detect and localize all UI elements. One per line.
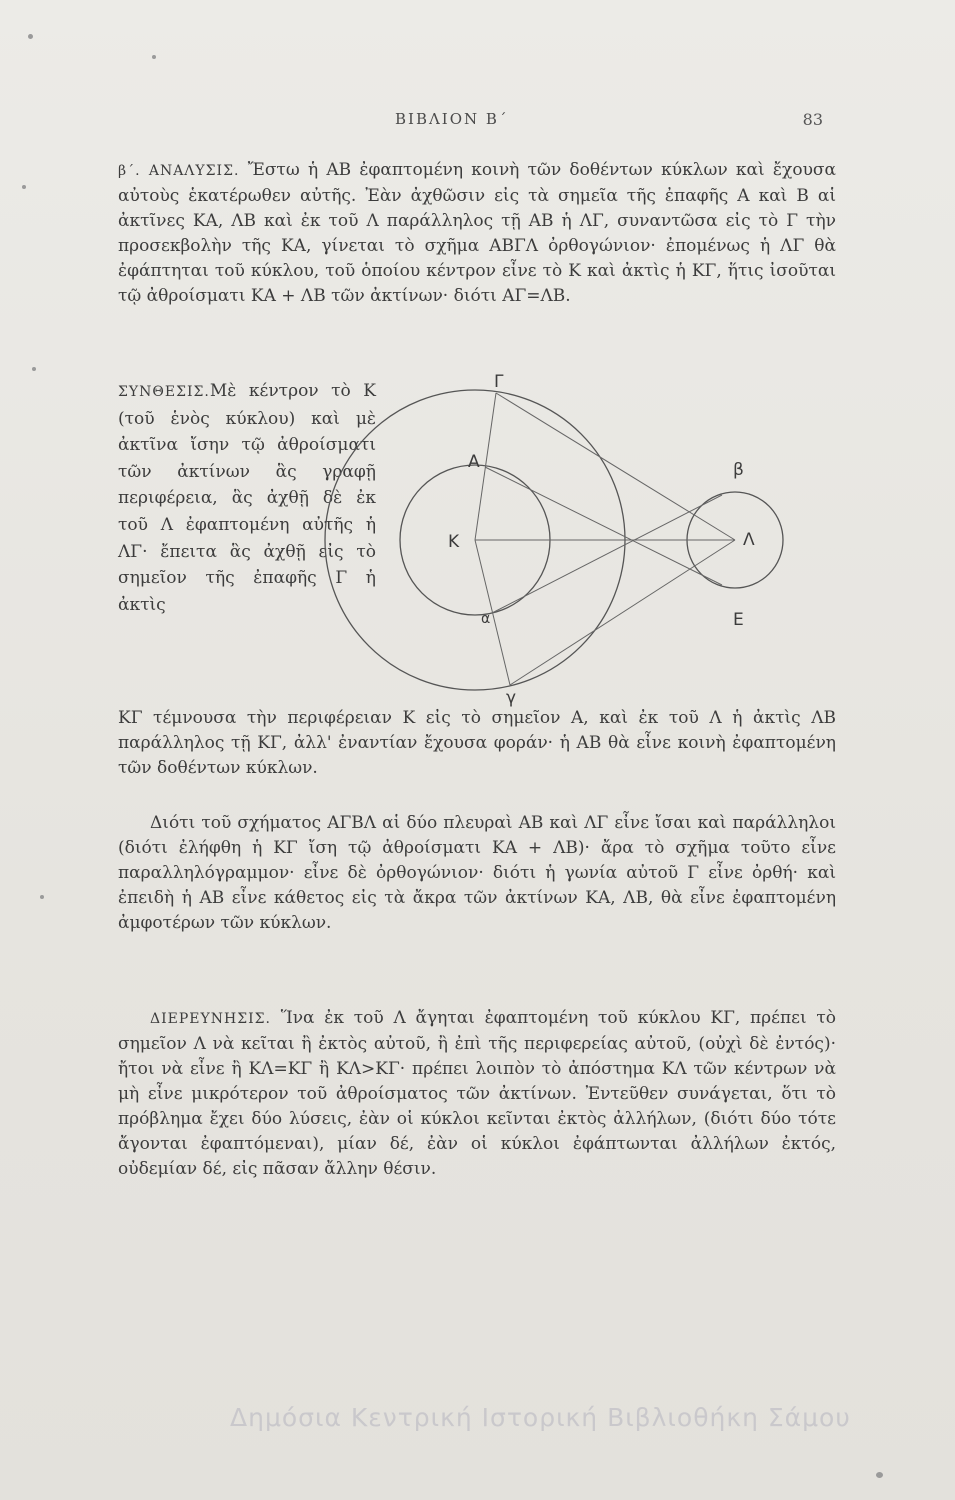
tangent-a-b (485, 467, 722, 585)
synthesis-continuation-text: ΚΓ τέμνουσα τὴν περιφέρειαν Κ εἰς τὸ σημεῖον Α, καὶ ἐκ τοῦ Λ ἡ ἀκτὶς ΛΒ παράλληλος τῇ ΚΓ, ἀλλ' ἐναντίαν ἔχουσα φοράν· ἡ ΑΒ θὰ εἶνε κοινὴ ἐφαπτομένη τῶν δοθέντων κύκλων. (118, 708, 836, 778)
page-header (0, 110, 955, 140)
synthesis-intro (118, 378, 376, 618)
label-lambda: Λ (743, 530, 755, 550)
paper-speck (152, 55, 156, 59)
page-number: 83 (802, 110, 823, 129)
synthesis-continuation (118, 706, 836, 781)
paper-speck (22, 185, 26, 189)
proof-paragraph (118, 811, 836, 936)
discussion-paragraph (118, 1006, 836, 1182)
label-gamma: Γ (494, 372, 504, 392)
analysis-paragraph (118, 158, 836, 309)
library-watermark: Δημόσια Κεντρική Ιστορική Βιβλιοθήκη Σάμου (230, 1403, 851, 1432)
label-kappa: Κ (448, 532, 460, 552)
proof-text: Διότι τοῦ σχήματος ΑΓΒΛ αἱ δύο πλευραὶ ΑΒ καὶ ΛΓ εἶνε ἴσαι καὶ παράλληλοι (διότι ἐλήφθη ἡ ΚΓ ἴση τῷ ἀθροίσματι ΚΑ + ΛΒ)· ἄρα τὸ σχῆμα τοῦτο εἶνε παραλληλόγραμμον· εἶνε δὲ ὀρθογώνιον· διότι ἡ γωνία αὐτοῦ Γ εἶνε ὀρθή· καὶ ἐπειδὴ ἡ ΑΒ εἶνε κάθετος εἰς τὰ ἄκρα τῶν ἀκτίνων ΚΑ, ΛΒ, θὰ εἶνε ἐφαπτομένη ἀμφοτέρων τῶν κύκλων. (118, 813, 836, 933)
line-gamma-lower-lambda (510, 540, 735, 685)
label-alpha-upper: Α (468, 452, 480, 472)
paper-speck (32, 367, 36, 371)
geometry-diagram (350, 372, 790, 708)
line-gamma-lambda (496, 393, 735, 540)
synthesis-label: ΣΥΝΘΕΣΙΣ. (118, 384, 210, 400)
discussion-label: ΔΙΕΡΕΥΝΗΣΙΣ. (150, 1011, 271, 1027)
tangent-alpha-b (492, 495, 722, 613)
running-head: ΒΙΒΛΙΟΝ Β΄ (395, 110, 509, 128)
analysis-label: β΄. ΑΝΑΛΥΣΙΣ. (118, 163, 240, 179)
discussion-text: Ἵνα ἐκ τοῦ Λ ἄγηται ἐφαπτομένη τοῦ κύκλου ΚΓ, πρέπει τὸ σημεῖον Λ νὰ κεῖται ἢ ἐκτὸς αὐτοῦ, ἢ ἐπὶ τῆς περιφερείας αὐτοῦ, (οὐχὶ δὲ ἐντός)· ἤτοι νὰ εἶνε ἢ ΚΛ=ΚΓ ἢ ΚΛ>ΚΓ· πρέπει λοιπὸν τὸ ἀπόστημα ΚΛ τῶν κέντρων νὰ μὴ εἶνε μικρότερον τοῦ ἀθροίσματος τῶν ἀκτίνων. Ἐντεῦθεν συνάγεται, ὅτι τὸ πρόβλημα ἔχει δύο λύσεις, ἐὰν οἱ κύκλοι κεῖνται ἐκτὸς ἀλλήλων, (διότι δύο τότε ἄγονται ἐφαπτόμεναι), μίαν δέ, ἐὰν οἱ κύκλοι ἐφάπτωνται ἀλλήλων ἐκτός, οὐδεμίαν δέ, εἰς πᾶσαν ἄλλην θέσιν. (118, 1008, 836, 1179)
paper-speck (28, 34, 33, 39)
label-epsilon: Ε (733, 610, 744, 630)
synthesis-intro-text: Μὲ κέντρον τὸ Κ (τοῦ ἑνὸς κύκλου) καὶ μὲ ἀκτῖνα ἴσην τῷ ἀθροίσματι τῶν ἀκτίνων ἃς γραφῇ περιφέρεια, ἃς ἀχθῇ δὲ ἐκ τοῦ Λ ἐφαπτομένη αὐτῆς ἡ ΛΓ· ἔπειτα ἃς ἀχθῇ εἰς τὸ σημεῖον τῆς ἐπαφῆς Γ ἡ ἀκτὶς (118, 381, 376, 615)
label-beta-lower: β (733, 460, 744, 480)
label-alpha-lower: α (481, 611, 491, 627)
paper-speck (876, 1472, 883, 1478)
label-gamma-lower: γ (506, 688, 517, 708)
analysis-text: Ἔστω ἡ ΑΒ ἐφαπτομένη κοινὴ τῶν δοθέντων κύκλων καὶ ἔχουσα αὐτοὺς ἑκατέρωθεν αὐτῆς. Ἐὰν ἀχθῶσιν εἰς τὰ σημεῖα τῆς ἐπαφῆς Α καὶ Β αἱ ἀκτῖνες ΚΑ, ΛΒ καὶ ἐκ τοῦ Λ παράλληλος τῇ ΑΒ ἡ ΛΓ, συναντῶσα εἰς τὸ Γ τὴν προσεκβολὴν τῆς ΚΑ, γίνεται τὸ σχῆμα ΑΒΓΛ ὀρθογώνιον· ἐπομένως ἡ ΛΓ θὰ ἐφάπτηται τοῦ κύκλου, τοῦ ὁποίου κέντρον εἶνε τὸ Κ καὶ ἀκτὶς ἡ ΚΓ, ἥτις ἰσοῦται τῷ ἀθροίσματι ΚΑ + ΛΒ τῶν ἀκτίνων· διότι ΑΓ=ΛΒ. (118, 160, 836, 306)
paper-speck (40, 895, 44, 899)
